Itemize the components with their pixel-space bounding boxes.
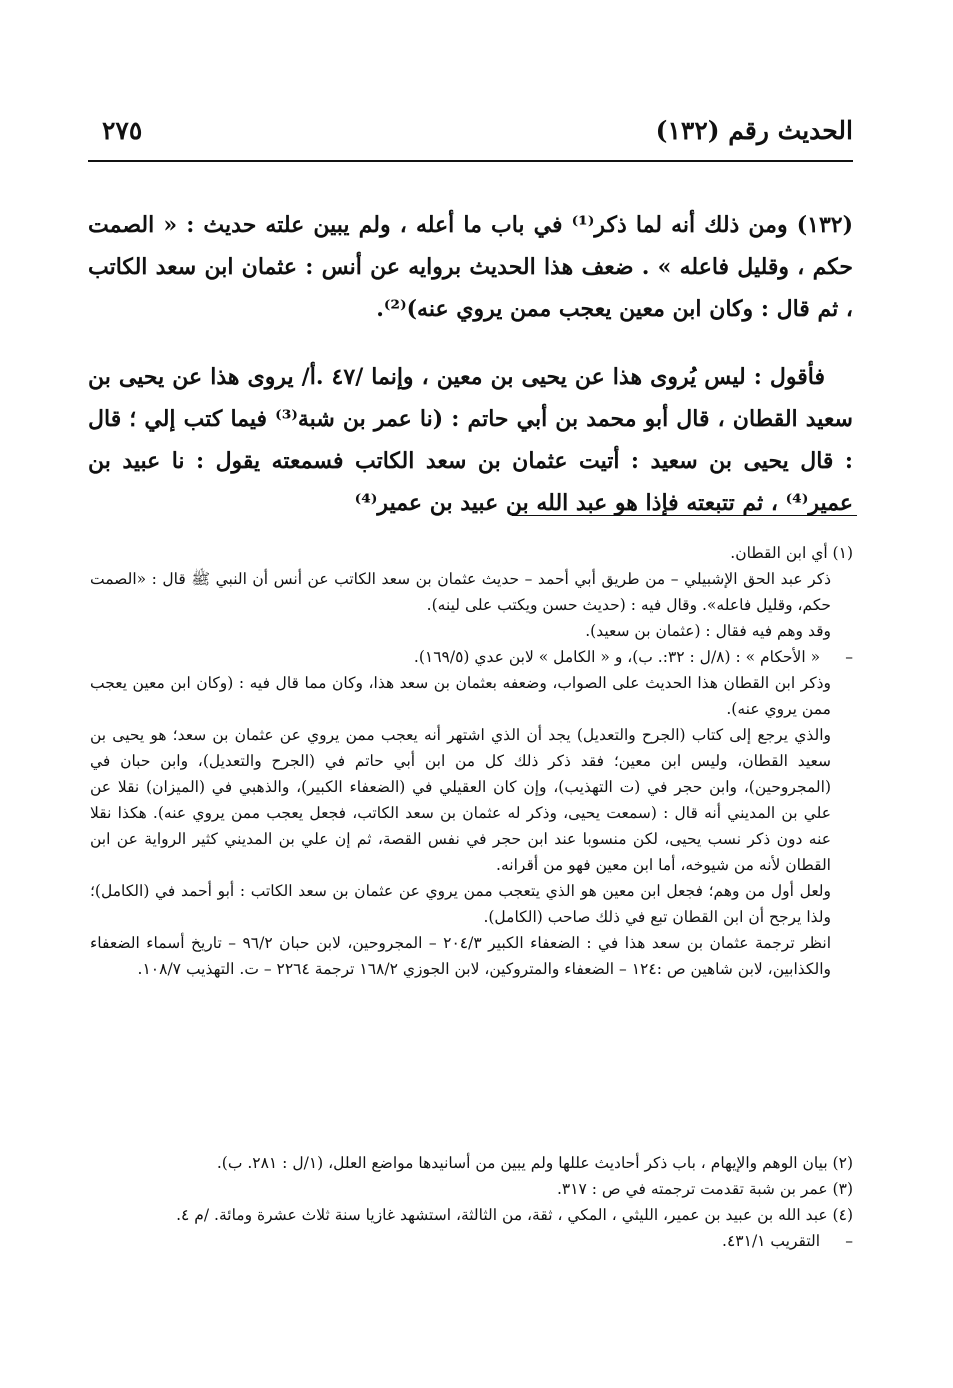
footnote-4-reference (90, 1228, 853, 1254)
header-divider (88, 160, 853, 162)
dash-mark: – (845, 648, 853, 666)
footnote-1-title: (١) أي ابن القطان. (730, 544, 853, 562)
body-paragraph-2: فأقول : ليس يُروى هذا عن يحيى بن معين ، وإنما /٤٧ .أ/ يروى هذا عن يحيى بن سعيد القطان ، قال أبو محمد بن أبي حاتم : (نا عمر بن شبة⁽³⁾ فيما كتب إلي ؛ قال : قال يحيى بن سعيد : أتيت عثمان بن سعد الكاتب فسمعته يقول : نا عبيد بن عمير⁽⁴⁾ ، ثم تتبعته فإذا هو عبد الله بن عبيد بن عمير⁽⁴⁾ (88, 364, 853, 516)
footnote-1-text: وقد وهم فيه فقال : (عثمان بن سعيد). (585, 622, 831, 640)
body-paragraph-1: (١٣٢) ومن ذلك أنه لما ذكر⁽¹⁾ في باب ما أعله ، ولم يبين علته حديث : « الصمت حكم ، وقليل فاعله » . ضعف هذا الحديث بروايه عن أنس : عثمان ابن سعد الكاتب ، ثم قال : وكان ابن معين يعجب ممن يروي عنه)⁽²⁾. (88, 212, 853, 322)
footnote-1-text: انظر ترجمة عثمان بن سعد هذا في : الضعفاء الكبير ٢٠٤/٣ – المجروحين، لابن حبان ٩٦/٢ – تاريخ أسماء الضعفاء والكذابين، لابن شاهين ص :١٢٤ – الضعفاء والمتروكين، لابن الجوزي ١٦٨/٢ ترجمة ٢٢٦٤ – ت. التهذيب ١٠٨/٧. (90, 934, 832, 978)
footnote-1-text: ولعل أول من وهم؛ فجعل ابن معين هو الذي يتعجب ممن يروي عن عثمان بن سعد الكاتب : أبو أحمد في (الكامل)؛ ولذا يرجح أن ابن القطان تبع في ذلك صاحب (الكامل). (90, 882, 831, 926)
footnote-4: (٤) عبد الله بن عبيد بن عمير، الليثي ، المكي ، ثقة، من الثالثة، استشهد غازيا سنة ثلاث عشرة ومائة. /م ٤. (176, 1206, 853, 1224)
footnote-3: (٣) عمر بن شبة تقدمت ترجمته في ص : ٣١٧. (556, 1180, 853, 1198)
footnote-1-text: والذي يرجع إلى كتاب (الجرح والتعديل) يجد أن الذي اشتهر أنه يعجب ممن يروي عن عثمان بن سعد؛ هو يحيى بن سعيد القطان، وليس ابن معين؛ فقد ذكر ذلك كل من ابن أبي حاتم في (الجرح والتعديل)، وابن حبان في (المجروحين)، وابن حجر في (ت التهذيب)، وإن كان العقيلي في (الضعفاء الكبير)، والذهبي في (الميزان) نقلا عن علي بن المديني أنه قال : (سمعت يحيى، وذكر له عثمان بن سعد الكاتب، فجعل يعجب ممن يروي عنه). هكذا نقلا عنه دون ذكر نسب يحيى، لكن منسوبا عند ابن حجر في نفس القصة، ثم إن علي بن المديني كثير الرواية عن ابن القطان لأنه من شيوخه، أما ابن معين فهو من أقرانه. (90, 726, 831, 874)
footnote-4-reference-text: التقريب ٤٣١/١. (722, 1232, 821, 1250)
footnotes-2-4 (90, 1150, 853, 1254)
footnote-1-text: وذكر ابن القطان هذا الحديث على الصواب، وضعفه بعثمان بن سعد هذا، وكان مما قال فيه : (وكان ابن معين يعجب ممن يروي عنه). (90, 674, 831, 718)
footnote-1-text: ذكر عبد الحق الإشبيلي – من طريق أبي أحمد – حديث عثمان بن سعد الكاتب عن أنس أن النبي ﷺ قال : «الصمت حكم، وقليل فاعله». وقال فيه : (حديث حسن ويكتب على لينه). (90, 570, 831, 614)
footnote-1 (90, 540, 853, 982)
page-header (88, 108, 853, 158)
footnote-1-reference-text: « الأحكام » : (٨/ل : ٣٢:. ب)، و « الكامل » لابن عدي (١٦٩/٥). (413, 648, 821, 666)
footnote-2: (٢) بيان الوهم والإيهام ، باب ذكر أحاديث عللها ولم يبين من أسانيدها مواضع العلل، (١/ل : ٢٨١. ب). (216, 1154, 853, 1172)
page-number: ٢٧٥ (102, 116, 143, 145)
footnote-1-reference (90, 644, 853, 670)
running-title: الحديث رقم (١٣٢) (655, 116, 853, 145)
footnote-divider (512, 515, 857, 516)
dash-mark: – (845, 1232, 853, 1250)
